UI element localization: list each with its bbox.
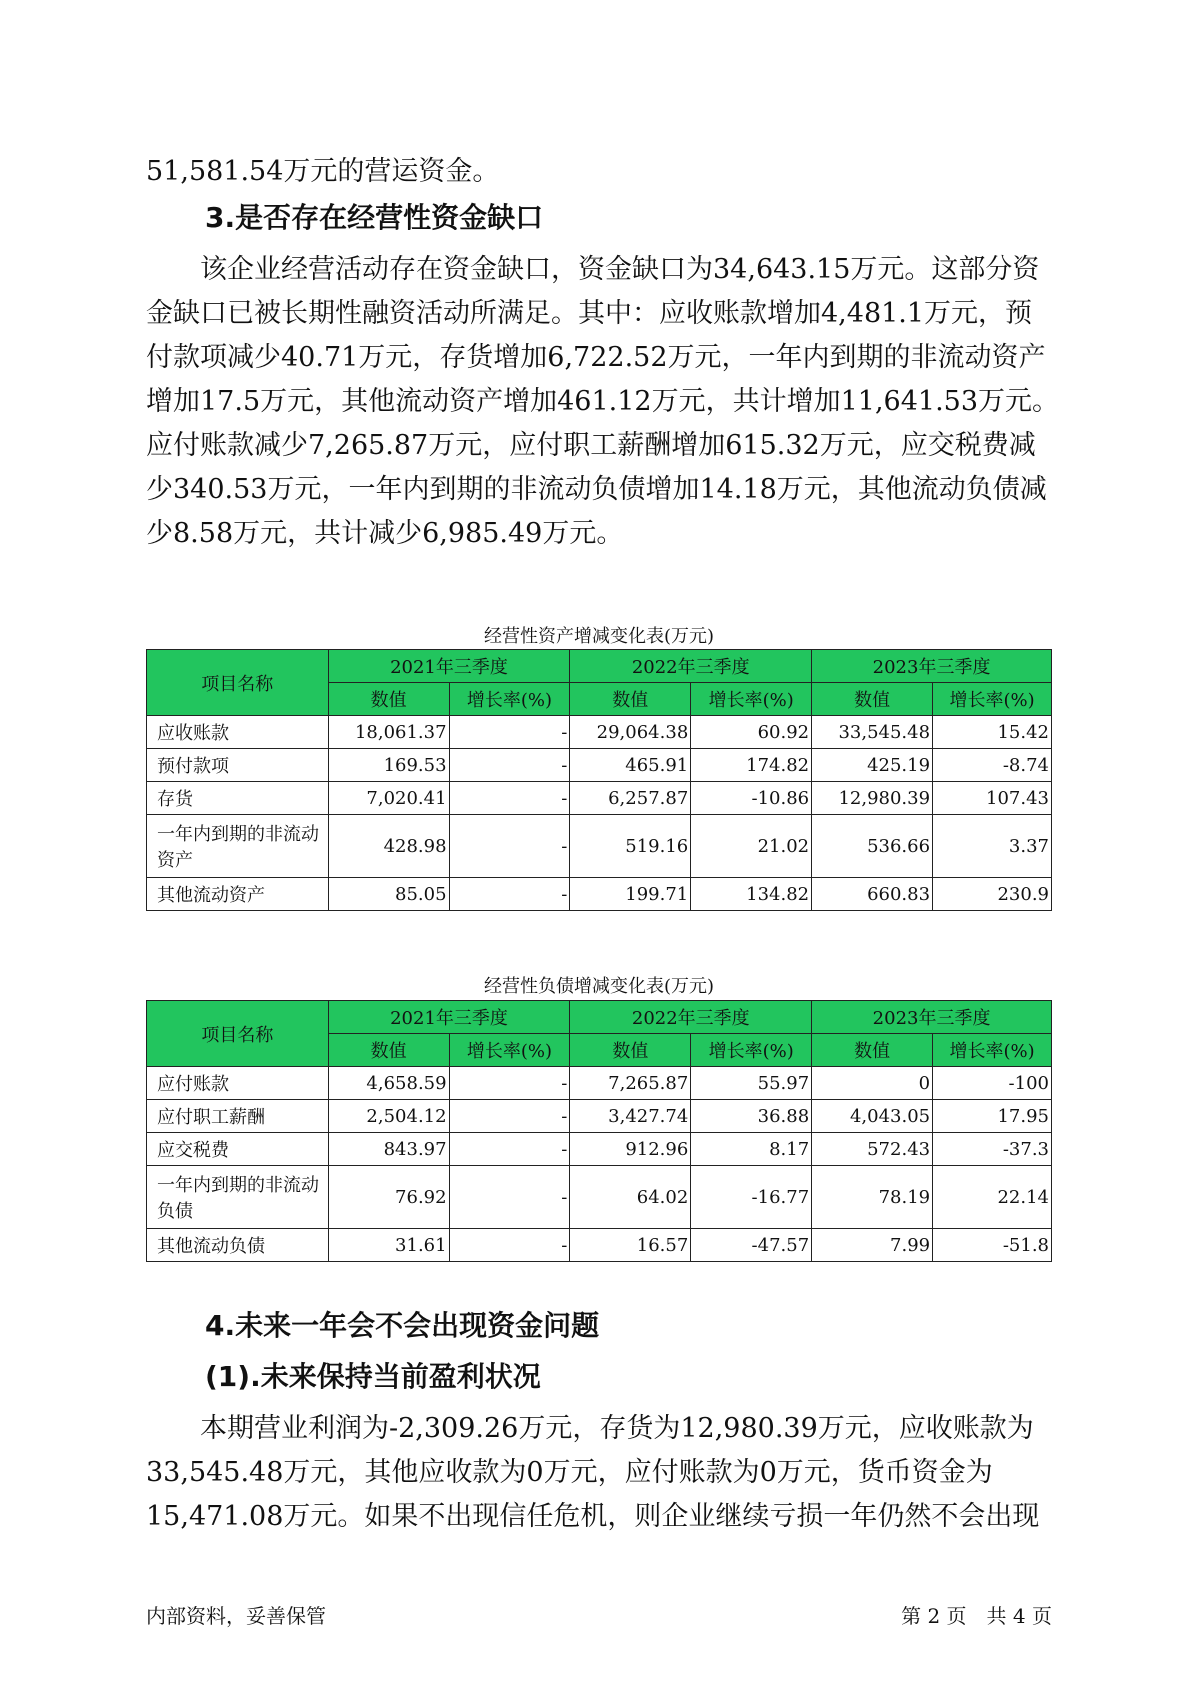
- value-2021: 2,504.12: [328, 1100, 449, 1133]
- growth-2023: 15.42: [933, 716, 1052, 749]
- section-3-heading: 3.是否存在经营性资金缺口: [205, 201, 544, 234]
- value-2022: 16.57: [570, 1229, 691, 1262]
- growth-2023: -37.3: [933, 1133, 1052, 1166]
- header-item-name: 项目名称: [147, 1001, 329, 1067]
- value-2023: 12,980.39: [812, 782, 933, 815]
- intro-line: 51,581.54万元的营运资金。: [146, 156, 500, 187]
- value-2023: 536.66: [812, 815, 933, 878]
- header-growth: 增长率(%): [933, 1034, 1052, 1067]
- table-row: [147, 1133, 1052, 1166]
- growth-2023: -8.74: [933, 749, 1052, 782]
- value-2022: 7,265.87: [570, 1067, 691, 1100]
- paragraph-line: 增加17.5万元，其他流动资产增加461.12万元，共计增加11,641.53万元。: [146, 386, 1060, 417]
- value-2021: 4,658.59: [328, 1067, 449, 1100]
- section-3-paragraph: [146, 248, 1060, 556]
- growth-2021: -: [449, 1067, 570, 1100]
- liability-table-caption: 经营性负债增减变化表(万元): [483, 976, 715, 997]
- paragraph-line: 应付账款减少7,265.87万元，应付职工薪酬增加615.32万元，应交税费减: [146, 430, 1036, 461]
- section-4-paragraph: [146, 1407, 1048, 1539]
- growth-2022: -16.77: [691, 1166, 812, 1229]
- value-2021: 18,061.37: [328, 716, 449, 749]
- value-2022: 465.91: [570, 749, 691, 782]
- row-name: 应收账款: [147, 716, 329, 749]
- growth-2022: -47.57: [691, 1229, 812, 1262]
- value-2021: 85.05: [328, 878, 449, 911]
- growth-2022: 21.02: [691, 815, 812, 878]
- value-2022: 519.16: [570, 815, 691, 878]
- growth-2021: -: [449, 716, 570, 749]
- growth-2021: -: [449, 1133, 570, 1166]
- table-row: [147, 749, 1052, 782]
- growth-2021: -: [449, 1166, 570, 1229]
- growth-2021: -: [449, 1229, 570, 1262]
- row-name: 一年内到期的非流动负债: [147, 1166, 329, 1229]
- header-value: 数值: [812, 1034, 933, 1067]
- value-2022: 64.02: [570, 1166, 691, 1229]
- growth-2021: -: [449, 1100, 570, 1133]
- growth-2022: 36.88: [691, 1100, 812, 1133]
- table-row: [147, 815, 1052, 878]
- growth-2023: -100: [933, 1067, 1052, 1100]
- table-row: [147, 1067, 1052, 1100]
- growth-2021: -: [449, 782, 570, 815]
- value-2022: 3,427.74: [570, 1100, 691, 1133]
- growth-2022: 60.92: [691, 716, 812, 749]
- header-growth: 增长率(%): [449, 1034, 570, 1067]
- value-2021: 31.61: [328, 1229, 449, 1262]
- header-year-2022: 2022年三季度: [570, 1001, 812, 1034]
- growth-2022: 8.17: [691, 1133, 812, 1166]
- paragraph-line: 金缺口已被长期性融资活动所满足。其中：应收账款增加4,481.1万元，预: [146, 298, 1033, 329]
- paragraph-line: 少8.58万元，共计减少6,985.49万元。: [146, 518, 624, 549]
- growth-2023: -51.8: [933, 1229, 1052, 1262]
- header-value: 数值: [570, 683, 691, 716]
- growth-2023: 107.43: [933, 782, 1052, 815]
- growth-2023: 17.95: [933, 1100, 1052, 1133]
- paragraph-line: 少340.53万元，一年内到期的非流动负债增加14.18万元，其他流动负债减: [146, 474, 1047, 505]
- paragraph-line: 本期营业利润为-2,309.26万元，存货为12,980.39万元，应收账款为: [146, 1413, 1034, 1444]
- header-year-2021: 2021年三季度: [328, 650, 570, 683]
- header-year-2023: 2023年三季度: [812, 650, 1052, 683]
- row-name: 一年内到期的非流动资产: [147, 815, 329, 878]
- header-growth: 增长率(%): [691, 683, 812, 716]
- header-value: 数值: [328, 1034, 449, 1067]
- value-2023: 425.19: [812, 749, 933, 782]
- row-name: 存货: [147, 782, 329, 815]
- growth-2023: 3.37: [933, 815, 1052, 878]
- footer-page-number: 第 2 页 共 4 页: [901, 1604, 1052, 1628]
- table-row: [147, 1229, 1052, 1262]
- row-name: 其他流动资产: [147, 878, 329, 911]
- table-row: [147, 782, 1052, 815]
- value-2022: 29,064.38: [570, 716, 691, 749]
- value-2021: 169.53: [328, 749, 449, 782]
- table-row: [147, 878, 1052, 911]
- table-row: [147, 1100, 1052, 1133]
- row-name: 其他流动负债: [147, 1229, 329, 1262]
- value-2023: 0: [812, 1067, 933, 1100]
- header-growth: 增长率(%): [449, 683, 570, 716]
- value-2021: 843.97: [328, 1133, 449, 1166]
- growth-2021: -: [449, 749, 570, 782]
- header-year-2021: 2021年三季度: [328, 1001, 570, 1034]
- header-growth: 增长率(%): [933, 683, 1052, 716]
- value-2021: 76.92: [328, 1166, 449, 1229]
- header-year-2023: 2023年三季度: [812, 1001, 1052, 1034]
- value-2022: 199.71: [570, 878, 691, 911]
- value-2022: 912.96: [570, 1133, 691, 1166]
- row-name: 应交税费: [147, 1133, 329, 1166]
- row-name: 应付账款: [147, 1067, 329, 1100]
- value-2023: 33,545.48: [812, 716, 933, 749]
- paragraph-line: 该企业经营活动存在资金缺口，资金缺口为34,643.15万元。这部分资: [146, 254, 1040, 285]
- section-4-subheading: (1).未来保持当前盈利状况: [205, 1360, 541, 1393]
- value-2021: 7,020.41: [328, 782, 449, 815]
- row-name: 应付职工薪酬: [147, 1100, 329, 1133]
- asset-table: [146, 649, 1052, 911]
- header-item-name: 项目名称: [147, 650, 329, 716]
- header-value: 数值: [812, 683, 933, 716]
- intro-paragraph: [146, 150, 1048, 194]
- growth-2023: 22.14: [933, 1166, 1052, 1229]
- liability-table: [146, 1000, 1052, 1262]
- growth-2021: -: [449, 815, 570, 878]
- header-value: 数值: [570, 1034, 691, 1067]
- growth-2022: 174.82: [691, 749, 812, 782]
- header-value: 数值: [328, 683, 449, 716]
- value-2023: 572.43: [812, 1133, 933, 1166]
- header-growth: 增长率(%): [691, 1034, 812, 1067]
- value-2023: 4,043.05: [812, 1100, 933, 1133]
- table-row: [147, 1166, 1052, 1229]
- table-row: [147, 716, 1052, 749]
- growth-2021: -: [449, 878, 570, 911]
- section-4-heading: 4.未来一年会不会出现资金问题: [205, 1309, 600, 1342]
- asset-table-caption: 经营性资产增减变化表(万元): [483, 626, 715, 647]
- value-2023: 78.19: [812, 1166, 933, 1229]
- footer-confidential-note: 内部资料，妥善保管: [146, 1604, 326, 1628]
- paragraph-line: 付款项减少40.71万元，存货增加6,722.52万元，一年内到期的非流动资产: [146, 342, 1046, 373]
- value-2022: 6,257.87: [570, 782, 691, 815]
- growth-2022: 55.97: [691, 1067, 812, 1100]
- value-2023: 7.99: [812, 1229, 933, 1262]
- row-name: 预付款项: [147, 749, 329, 782]
- value-2023: 660.83: [812, 878, 933, 911]
- paragraph-line: 15,471.08万元。如果不出现信任危机，则企业继续亏损一年仍然不会出现: [146, 1501, 1040, 1532]
- value-2021: 428.98: [328, 815, 449, 878]
- paragraph-line: 33,545.48万元，其他应收款为0万元，应付账款为0万元，货币资金为: [146, 1457, 993, 1488]
- growth-2022: -10.86: [691, 782, 812, 815]
- growth-2023: 230.9: [933, 878, 1052, 911]
- header-year-2022: 2022年三季度: [570, 650, 812, 683]
- growth-2022: 134.82: [691, 878, 812, 911]
